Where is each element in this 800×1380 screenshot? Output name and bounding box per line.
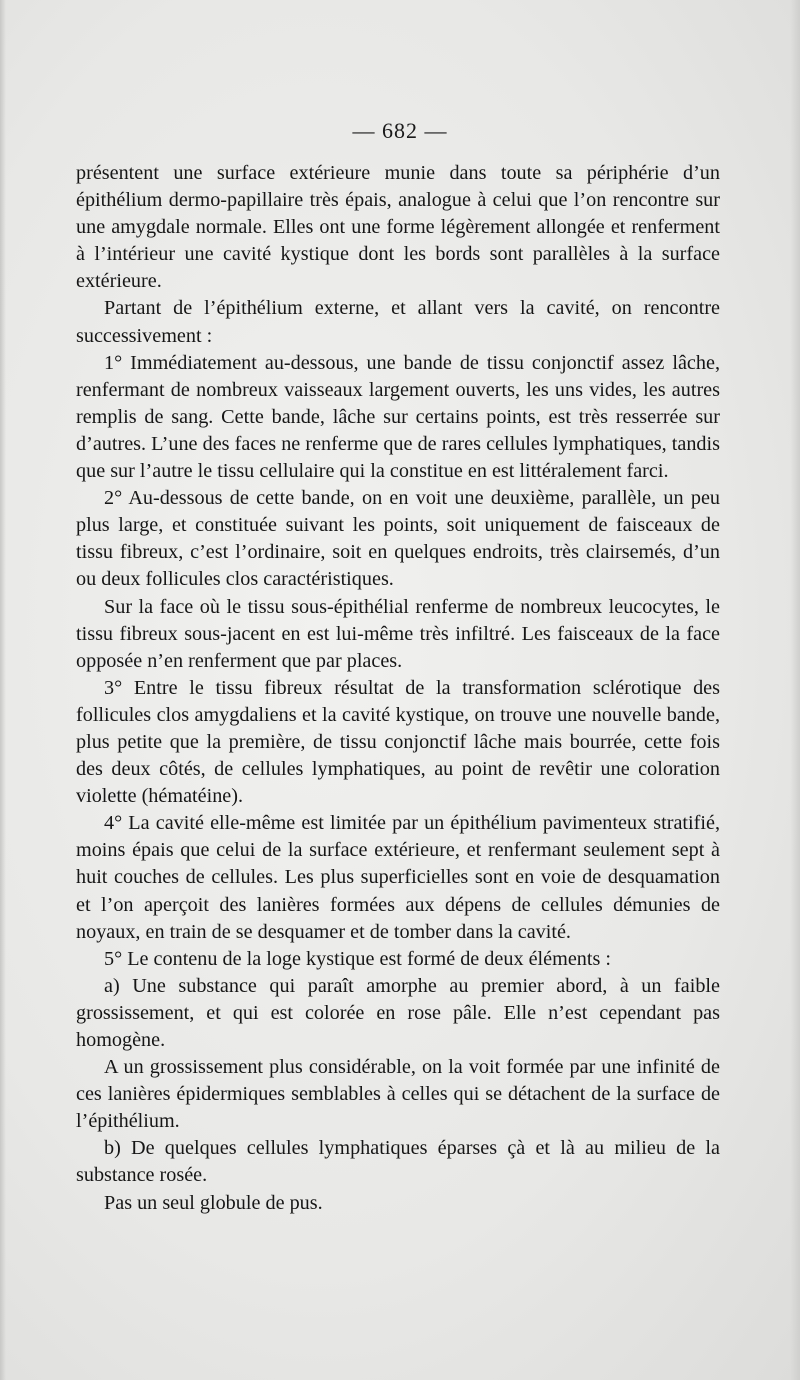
paragraph-item-4: 4° La cavité elle-même est limitée par un épithélium pavimenteux stratifié, moins épais que celui de la surface extérieure, et renfermant seulement sept à huit couches de cellules. Les plus superficielles sont en voie de desquamation et l’on aperçoit des lanières formées aux dépens de cellules démunies de noyaux, en train de se desquamer et de tomber dans la cavité. xyxy=(76,812,720,943)
page-number: — 682 — xyxy=(352,118,448,143)
body-text xyxy=(76,160,720,1217)
paragraph-intro-list: Partant de l’épithélium externe, et allant vers la cavité, on rencontre successivement : xyxy=(76,297,720,347)
paragraph-item-5a: a) Une substance qui paraît amorphe au premier abord, à un faible grossissement, et qui est colorée en rose pâle. Elle n’est cependant pas homogène. xyxy=(76,974,720,1051)
paragraph-item-2: 2° Au-dessous de cette bande, on en voit une deuxième, parallèle, un peu plus large, et constituée suivant les points, soit uniquement de faisceaux de tissu fibreux, c’est l’ordinaire, soit en quelques endroits, très clairsemés, d’un ou deux follicules clos caractéristiques. xyxy=(76,487,720,591)
page-left-shadow xyxy=(0,0,6,1380)
paragraph-item-5b: b) De quelques cellules lymphatiques éparses çà et là au milieu de la substance rosée. xyxy=(76,1137,720,1187)
paragraph-item-5a-note: A un grossissement plus considérable, on la voit formée par une infinité de ces lanières épidermiques semblables à celles qui se détachent de la surface de l’épithélium. xyxy=(76,1056,720,1133)
paragraph-continuation: présentent une surface extérieure munie dans toute sa périphérie d’un épithélium dermo-papillaire très épais, analogue à celui que l’on rencontre sur une amygdale normale. Elles ont une forme légèrement allongée et renferment à l’intérieur une cavité kystique dont les bords sont parallèles à la surface extérieure. xyxy=(76,162,720,293)
paragraph-item-3: 3° Entre le tissu fibreux résultat de la transformation sclérotique des follicules clos amygdaliens et la cavité kystique, on trouve une nouvelle bande, plus petite que la première, de tissu conjonctif lâche mais bourrée, cette fois des deux côtés, de cellules lymphatiques, au point de revêtir une coloration violette (hématéine). xyxy=(76,676,720,808)
paragraph-item-1: 1° Immédiatement au-dessous, une bande de tissu conjonctif assez lâche, renfermant de nombreux vaisseaux largement ouverts, les uns vides, les autres remplis de sang. Cette bande, lâche sur certains points, est très resserrée sur d’autres. L’une des faces ne renferme que de rares cellules lymphatiques, tandis que sur l’autre le tissu cellulaire qui la constitue en est littéralement farci. xyxy=(76,351,720,483)
page-right-shadow xyxy=(790,0,800,1380)
paragraph-item-2-note: Sur la face où le tissu sous-épithélial renferme de nombreux leucocytes, le tissu fibreux sous-jacent en est lui-même très infiltré. Les faisceaux de la face opposée n’en renferment que par places. xyxy=(76,595,720,672)
paragraph-closing: Pas un seul globule de pus. xyxy=(104,1191,323,1214)
paragraph-item-5: 5° Le contenu de la loge kystique est formé de deux éléments : xyxy=(104,947,611,970)
